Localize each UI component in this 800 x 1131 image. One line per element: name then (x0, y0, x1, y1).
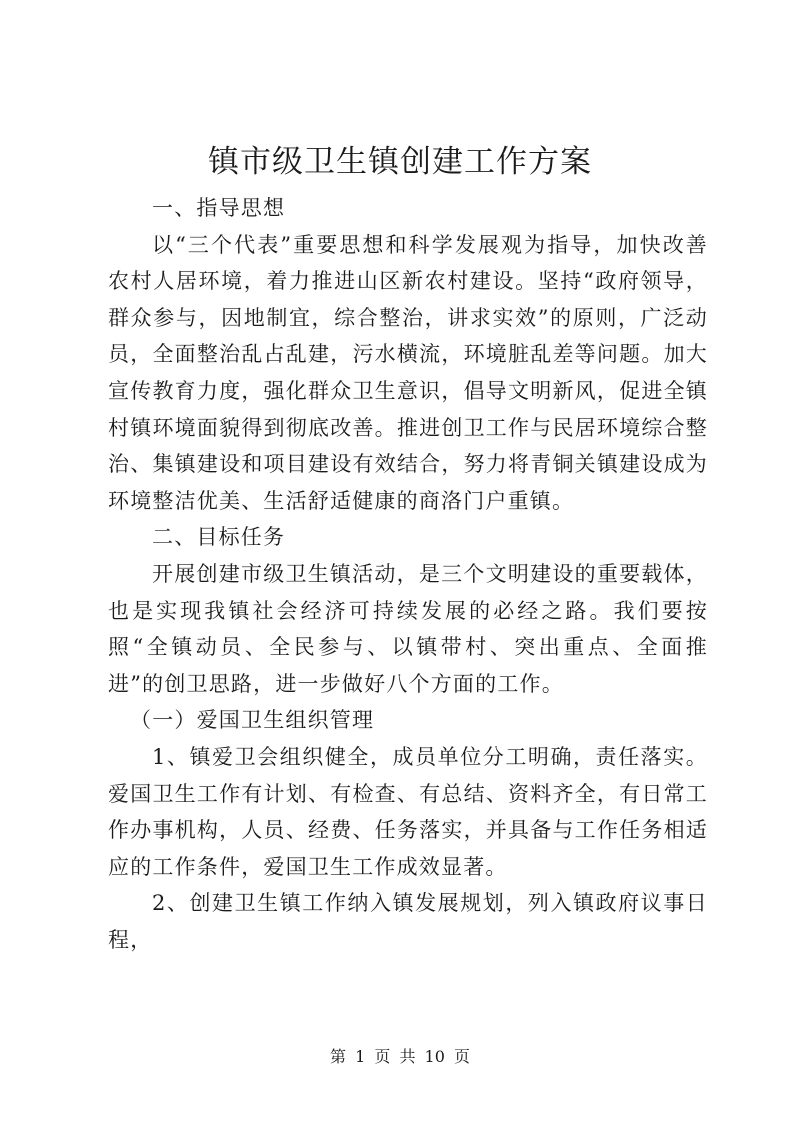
section-heading-goals-tasks: 二、目标任务 (152, 525, 286, 550)
subheading-patriotic-health-management: （一）爱国卫生组织管理 (130, 708, 375, 733)
paragraph-item-1: 1、镇爱卫会组织健全，成员单位分工明确，责任落实。爱国卫生工作有计划、有检查、有总结、资料齐全，有日常工作办事机构，人员、经费、任务落实，并具备与工作任务相适应的工作条件，爱国卫生工作成效显著。 (108, 744, 708, 879)
section-heading-guiding-ideology: 一、指导思想 (152, 196, 286, 220)
paragraph-guiding-ideology: 以“三个代表”重要思想和科学发展观为指导，加快改善农村人居环境，着力推进山区新农村建设。坚持“政府领导，群众参与，因地制宜，综合整治，讲求实效”的原则，广泛动员，全面整治乱占乱建，污水横流，环境脏乱差等问题。加大宣传教育力度，强化群众卫生意识，倡导文明新风，促进全镇村镇环境面貌得到彻底改善。推进创卫工作与民居环境综合整治、集镇建设和项目建设有效结合，努力将青铜关镇建设成为环境整洁优美、生活舒适健康的商洛门户重镇。 (108, 232, 708, 513)
paragraph-goals-tasks: 开展创建市级卫生镇活动，是三个文明建设的重要载体，也是实现我镇社会经济可持续发展的必经之路。我们要按照“全镇动员、全民参与、以镇带村、突出重点、全面推进”的创卫思路，进一步做好八个方面的工作。 (108, 561, 708, 696)
page-number-footer: 第 1 页 共 10 页 (330, 1047, 470, 1066)
document-body (108, 190, 708, 958)
paragraph-item-2: 2、创建卫生镇工作纳入镇发展规划，列入镇政府议事日程， (108, 891, 708, 952)
document-title: 镇市级卫生镇创建工作方案 (208, 144, 592, 180)
